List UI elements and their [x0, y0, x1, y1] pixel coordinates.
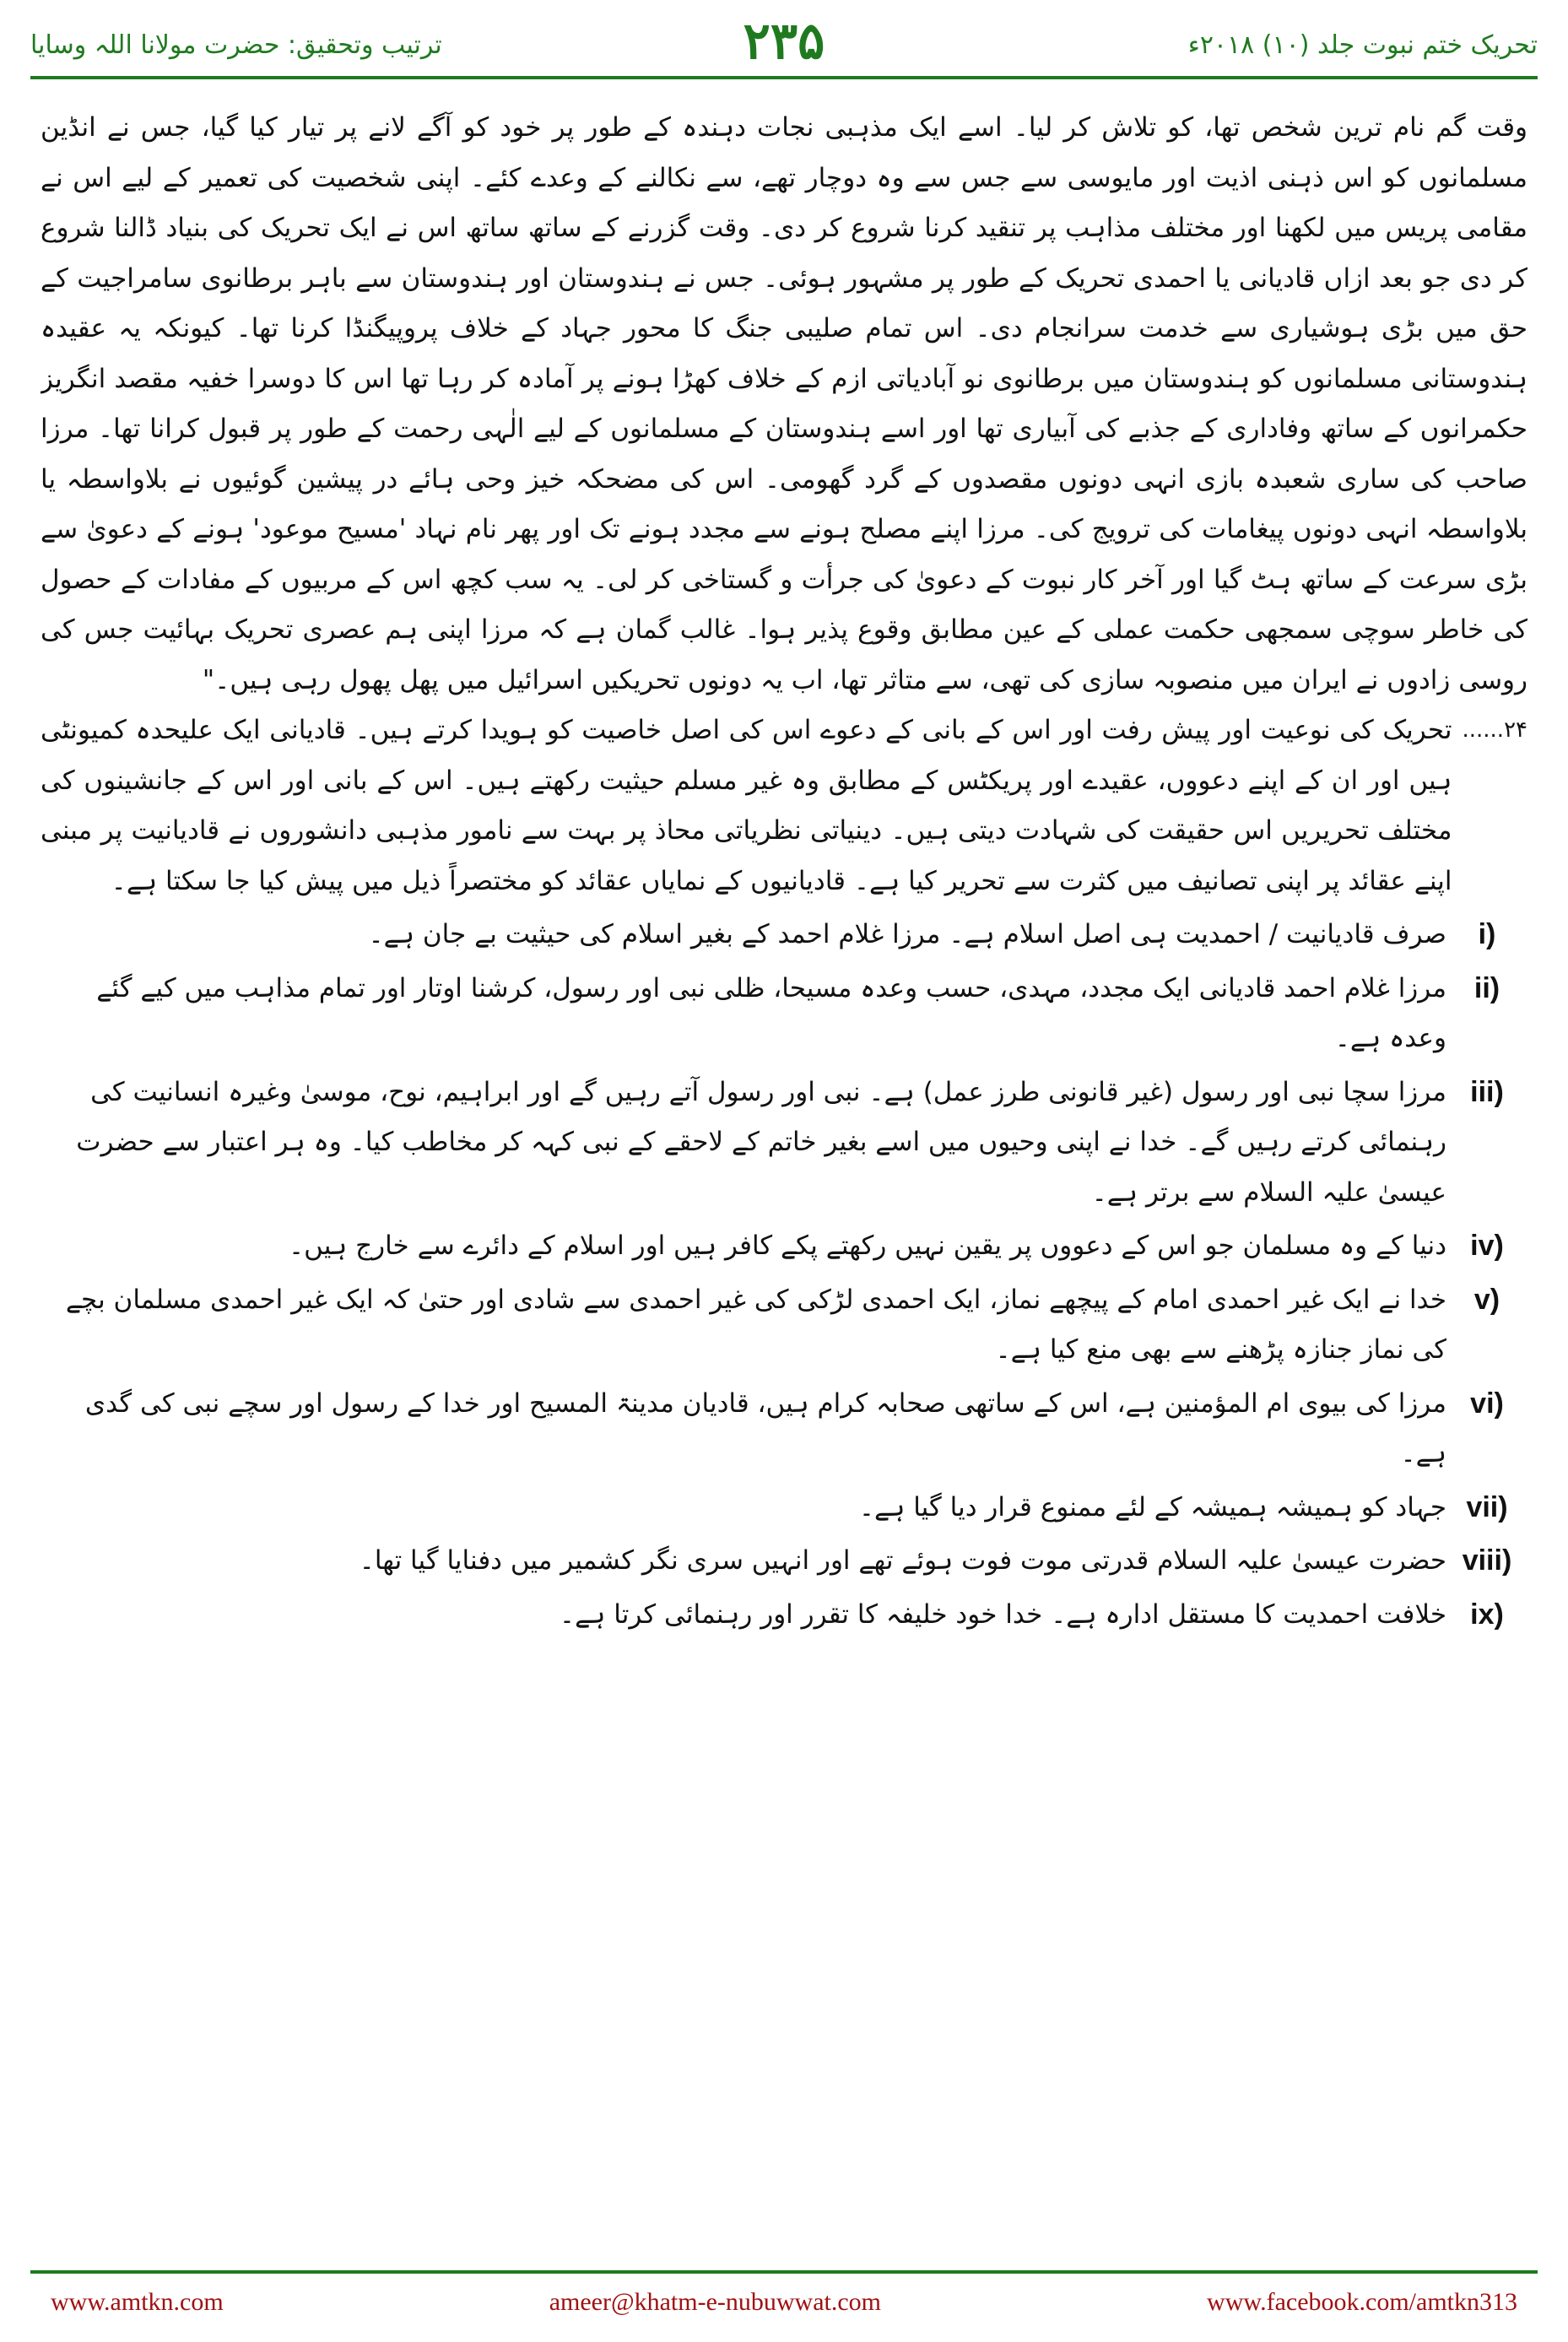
list-item-text: مرزا غلام احمد قادیانی ایک مجدد، مہدی، حسب وعدہ مسیحا، ظلی نبی اور رسول، کرشنا اوتار اور تمام مذاہب میں کیے گئے وعدہ ہے۔	[96, 972, 1446, 1053]
list-item-text: مرزا کی بیوی ام المؤمنین ہے، اس کے ساتھی صحابہ کرام ہیں، قادیان مدینۃ المسیح اور خدا کے رسول اور سچے نبی کی گدی ہے۔	[84, 1387, 1446, 1468]
list-item-label: i)	[1478, 918, 1496, 950]
header-divider	[30, 76, 1538, 79]
list-item-text: حضرت عیسیٰ علیہ السلام قدرتی موت فوت ہوئے تھے اور انہیں سری نگر کشمیر میں دفنایا گیا تھا۔	[359, 1545, 1446, 1576]
list-item	[41, 1536, 1527, 1587]
list-item	[41, 1590, 1527, 1641]
list-item	[41, 1483, 1527, 1533]
list-item-label: iv)	[1470, 1230, 1504, 1262]
list-item-label: vi)	[1470, 1387, 1504, 1420]
page-footer	[51, 2285, 1517, 2319]
header-series-title: تحریک ختم نبوت جلد (۱۰) ۲۰۱۸ء	[1187, 30, 1538, 60]
list-item-label: vii)	[1466, 1490, 1508, 1523]
list-item	[41, 964, 1527, 1064]
numbered-paragraph-text: تحریک کی نوعیت اور پیش رفت اور اس کے بانی کے دعوے اس کی اصل خاصیت کو ہویدا کرتے ہیں۔ قادیانی ایک علیحدہ کمیونٹی ہیں اور ان کے اپنے دعووں، عقیدے اور پریکٹس کے مطابق وہ غیر مسلم حیثیت رکھتے ہیں۔ اس کے بانی اور اس کے جانشینوں کی مختلف تحریریں اس حقیقت کی شہادت دیتی ہیں۔ دینیاتی نظریاتی محاذ پر بہت سے نامور مذہبی دانشوروں نے قادیانیت پر مبنی اپنے عقائد پر اپنی تصانیف میں کثرت سے تحریر کیا ہے۔ قادیانیوں کے نمایاں عقائد کو مختصراً ذیل میں پیش کیا جا سکتا ہے۔	[41, 715, 1452, 896]
paragraph-number: ۲۴......	[1462, 717, 1527, 743]
list-item-label: iii)	[1470, 1075, 1504, 1108]
body-paragraph: وقت گم نام ترین شخص تھا، کو تلاش کر لیا۔ اسے ایک مذہبی نجات دہندہ کے طور پر خود کو آگے لانے پر تیار کیا گیا، جس نے انڈین مسلمانوں کو اس ذہنی اذیت اور مایوسی سے جس سے وہ دوچار تھے، سے نکالنے کے وعدے کئے۔ اپنی شخصیت کی تعمیر کے لیے اس نے مقامی پریس میں لکھنا اور مختلف مذاہب پر تنقید کرنا شروع کر دی۔ وقت گزرنے کے ساتھ ساتھ اس نے ایک تحریک کی بنیاد ڈالنا شروع کر دی جو بعد ازاں قادیانی یا احمدی تحریک کے طور پر مشہور ہوئی۔ جس نے ہندوستان اور ہندوستان سے باہر برطانوی سامراجیت کے حق میں بڑی ہوشیاری سے خدمت سرانجام دی۔ اس تمام صلیبی جنگ کا محور جہاد کے خلاف پروپیگنڈا کرنا تھا۔ کیونکہ یہ عقیدہ ہندوستانی مسلمانوں کو ہندوستان میں برطانوی نو آبادیاتی ازم کے خلاف کھڑا ہونے پر آمادہ کر رہا تھا اس کا دوسرا خفیہ مقصد انگریز حکمرانوں کے ساتھ وفاداری کے جذبے کی آبیاری تھا اور اسے ہندوستان کے مسلمانوں کے لیے الٰہی رحمت کے طور پر قبول کرانا تھا۔ مرزا صاحب کی ساری شعبدہ بازی انہی دونوں مقصدوں کے گرد گھومی۔ اس کی مضحکہ خیز وحی ہائے در پیشین گوئیوں نے بلاواسطہ یا بلاواسطہ انہی دونوں پیغامات کی ترویج کی۔ مرزا اپنے مصلح ہونے سے مجدد ہونے تک اور پھر نام نہاد 'مسیح موعود' ہونے کے دعویٰ سے بڑی سرعت کے ساتھ ہٹ گیا اور آخر کار نبوت کے دعویٰ کی جرأت و گستاخی کر لی۔ یہ سب کچھ اس کے مربیوں کے مفادات کے حصول کی خاطر سوچی سمجھی حکمت عملی کے عین مطابق وقوع پذیر ہوا۔ غالب گمان ہے کہ مرزا اپنی ہم عصری تحریک بہائیت جس کی روسی زادوں نے ایران میں منصوبہ سازی کی تھی، سے متاثر تھا، اب یہ دونوں تحریکیں اسرائیل میں پھل پھول رہی ہیں۔"	[41, 112, 1527, 695]
facebook-link[interactable]: www.facebook.com/amtkn313	[1207, 2288, 1517, 2316]
website-link[interactable]: www.amtkn.com	[51, 2288, 224, 2316]
numbered-paragraph	[41, 706, 1527, 906]
list-item-label: ii)	[1473, 971, 1500, 1004]
list-item-text: خلافت احمدیت کا مستقل ادارہ ہے۔ خدا خود خلیفہ کا تقرر اور رہنمائی کرتا ہے۔	[559, 1598, 1446, 1630]
list-item-text: صرف قادیانیت / احمدیت ہی اصل اسلام ہے۔ مرزا غلام احمد کے بغیر اسلام کی حیثیت بے جان ہے۔	[368, 919, 1446, 949]
list-item-text: جہاد کو ہمیشہ ہمیشہ کے لئے ممنوع قرار دیا گیا ہے۔	[858, 1491, 1446, 1523]
list-item-text: دنیا کے وہ مسلمان جو اس کے دعووں پر یقین نہیں رکھتے پکے کافر ہیں اور اسلام کے دائرے سے خارج ہیں۔	[289, 1230, 1446, 1261]
list-item	[41, 1221, 1527, 1272]
list-item	[41, 1068, 1527, 1219]
list-item-label: v)	[1473, 1283, 1500, 1316]
footer-divider	[30, 2270, 1538, 2274]
list-item-label: ix)	[1470, 1598, 1504, 1631]
list-item	[41, 1275, 1527, 1376]
email-link[interactable]: ameer@khatm-e-nubuwwat.com	[549, 2288, 882, 2316]
page-number: ۲۳۵	[743, 12, 825, 71]
list-item-label: viii)	[1462, 1544, 1512, 1577]
list-item	[41, 910, 1527, 960]
list-item-text: خدا نے ایک غیر احمدی امام کے پیچھے نماز، ایک احمدی لڑکی کی غیر احمدی سے شادی اور حتیٰ کہ ایک غیر احمدی مسلمان بچے کی نماز جنازہ پڑھنے سے بھی منع کیا ہے۔	[65, 1284, 1446, 1365]
document-body	[41, 103, 1527, 2199]
list-item-text: مرزا سچا نبی اور رسول (غیر قانونی طرز عمل) ہے۔ نبی اور رسول آتے رہیں گے اور ابراہیم، نوح، موسیٰ وغیرہ انسانیت کی رہنمائی کرتے رہیں گے۔ خدا نے اپنی وحیوں میں اسے بغیر خاتم کے لاحقے کے نبی کہہ کر مخاطب کیا۔ وہ ہر اعتبار سے حضرت عیسیٰ علیہ السلام سے برتر ہے۔	[76, 1076, 1446, 1208]
list-item	[41, 1379, 1527, 1479]
page-header	[30, 12, 1538, 71]
header-compiler: ترتیب وتحقیق: حضرت مولانا اللہ وسایا	[30, 30, 442, 60]
